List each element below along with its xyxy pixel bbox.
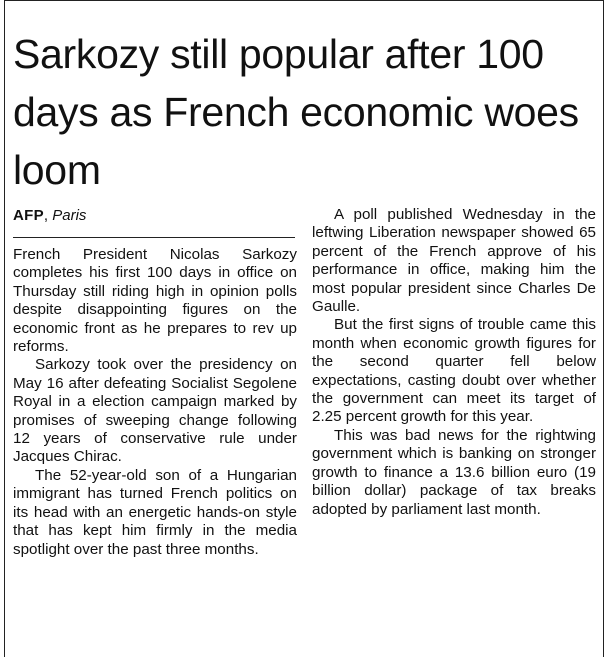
paragraph: French President Nicolas Sarkozy completes his first 100 days in office on Thursday still riding high in opinion polls despite disappointing figures on the economic front as he prepares to rev up reforms. — [13, 246, 297, 356]
paragraph: A poll published Wednesday in the leftwing Liberation newspaper showed 65 percent of the French approve of his performance in office, making him the most popular president since Charles De Gaulle. — [312, 206, 596, 316]
paragraph: Sarkozy took over the presidency on May 16 after defeating Socialist Segolene Royal in a election campaign marked by promises of sweeping change following 12 years of conservative rule under Jacques Chirac. — [13, 356, 297, 466]
right-column — [312, 206, 596, 519]
paragraph: But the first signs of trouble came this month when economic growth figures for the second quarter fell below expectations, casting doubt over whether the government can meet its target of 2.25 percent growth for this year. — [312, 316, 596, 426]
paragraph: This was bad news for the rightwing government which is banking on stronger growth to finance a 13.6 billion euro (19 billion dollar) package of tax breaks adopted by parliament last month. — [312, 426, 596, 518]
left-column — [13, 246, 297, 559]
headline: Sarkozy still popular after 100 days as French economic woes loom — [13, 31, 579, 193]
byline-separator: , — [43, 207, 53, 224]
paragraph: The 52-year-old son of a Hungarian immigrant has turned French politics on its head with an energetic hands-on style that has kept him firmly in the media spotlight over the past three months. — [13, 466, 297, 558]
byline-divider — [13, 237, 295, 238]
byline — [13, 207, 297, 225]
byline-agency: AFP — [13, 207, 44, 224]
byline-city: Paris — [52, 207, 87, 224]
